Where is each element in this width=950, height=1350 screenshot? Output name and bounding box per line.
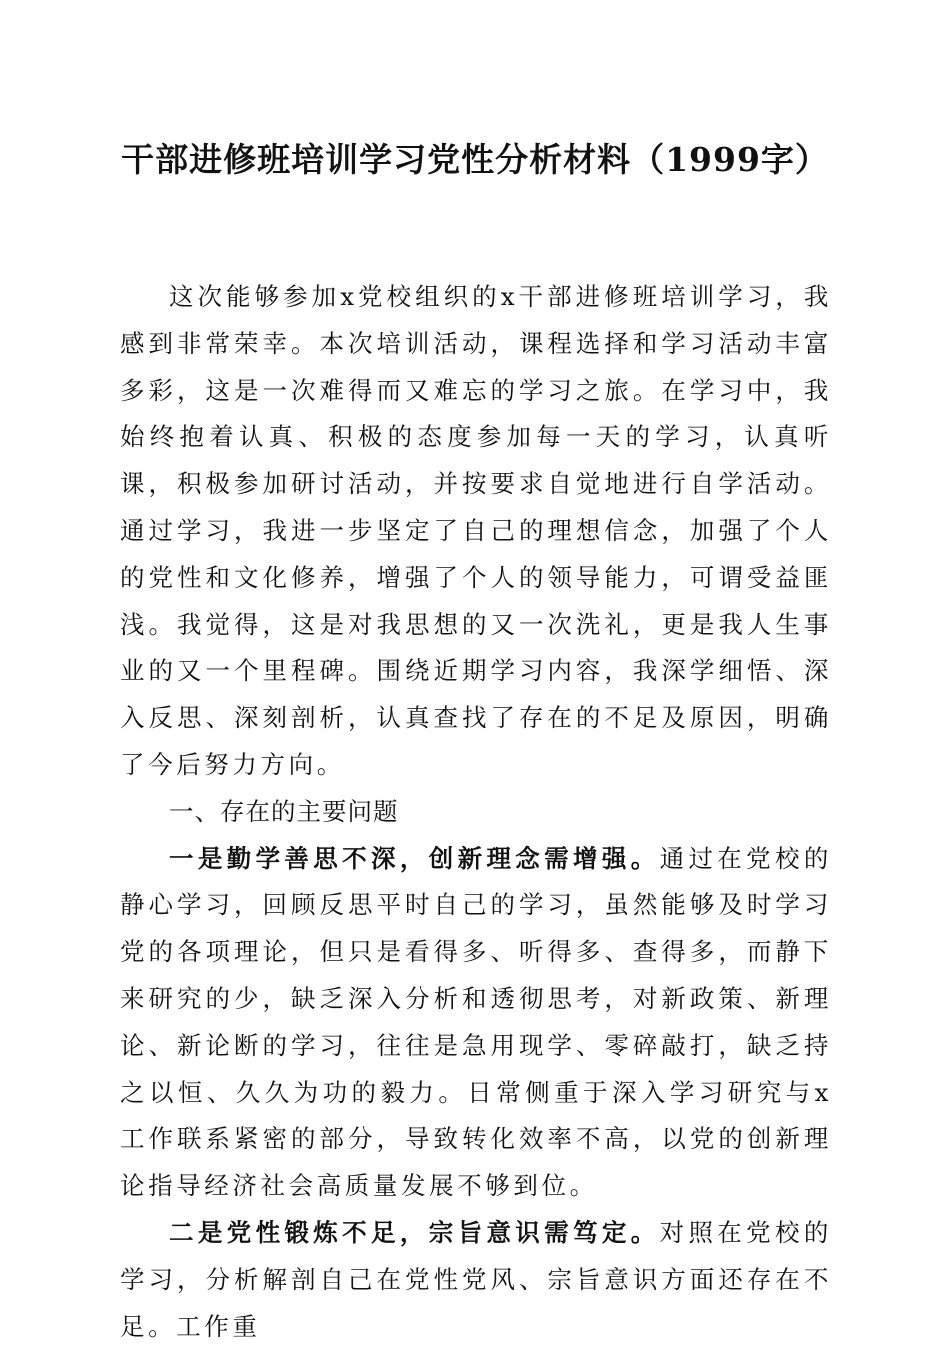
point-2-paragraph	[120, 1210, 832, 1350]
point-2-body: 对照在党校的学习，分析解剖自己在党性党风、宗旨意识方面还存在不足。工作重	[120, 1217, 832, 1341]
point-1-lead: 一是勤学善思不深，创新理念需增强。	[169, 843, 660, 873]
section-heading-problems: 一、存在的主要问题	[169, 796, 399, 826]
document-title: 干部进修班培训学习党性分析材料（1999字）	[121, 140, 829, 179]
document-body	[120, 274, 832, 1350]
point-1-paragraph	[120, 836, 832, 1210]
point-2-lead: 二是党性锻炼不足，宗旨意识需笃定。	[169, 1217, 660, 1247]
intro-paragraph: 这次能够参加x党校组织的x干部进修班培训学习，我感到非常荣幸。本次培训活动，课程选择和学习活动丰富多彩，这是一次难得而又难忘的学习之旅。在学习中，我始终抱着认真、积极的态度参加每一天的学习，认真听课，积极参加研讨活动，并按要求自觉地进行自学活动。通过学习，我进一步坚定了自己的理想信念，加强了个人的党性和文化修养，增强了个人的领导能力，可谓受益匪浅。我觉得，这是对我思想的又一次洗礼，更是我人生事业的又一个里程碑。围绕近期学习内容，我深学细悟、深入反思、深刻剖析，认真查找了存在的不足及原因，明确了今后努力方向。	[120, 282, 832, 779]
point-1-body: 通过在党校的静心学习，回顾反思平时自己的学习，虽然能够及时学习党的各项理论，但只是看得多、听得多、查得多，而静下来研究的少，缺乏深入分析和透彻思考，对新政策、新理论、新论断的学习，往往是急用现学、零碎敲打，缺乏持之以恒、久久为功的毅力。日常侧重于深入学习研究与x工作联系紧密的部分，导致转化效率不高，以党的创新理论指导经济社会高质量发展不够到位。	[120, 843, 832, 1201]
